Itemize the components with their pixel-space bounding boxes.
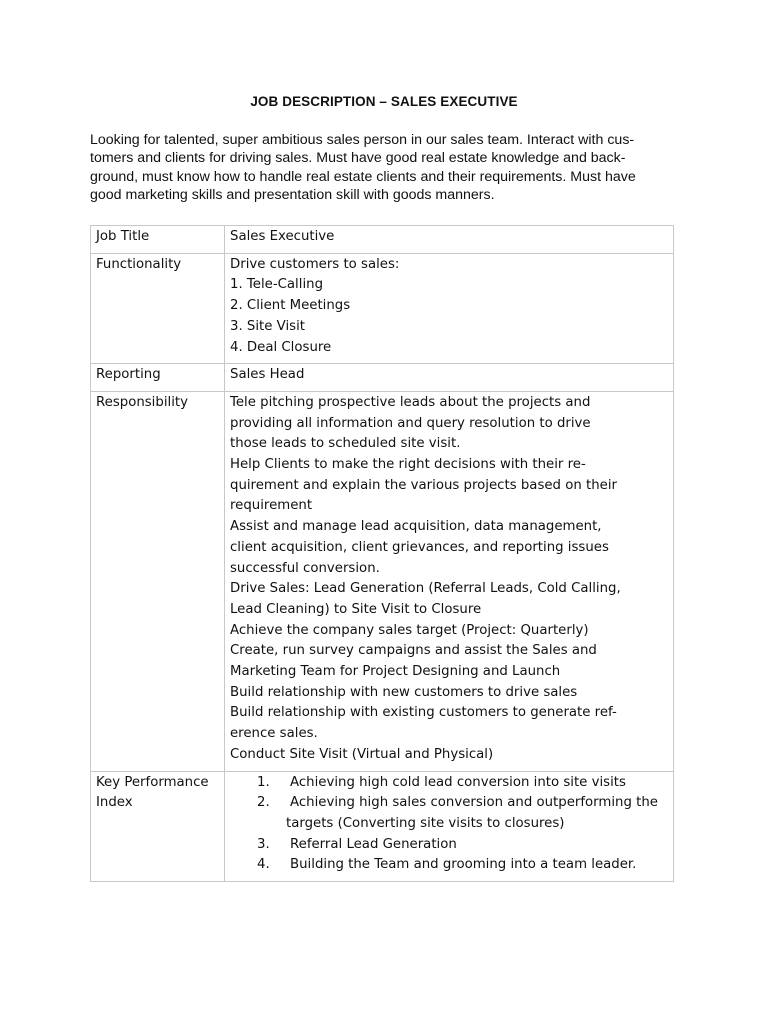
kpi-list-item <box>230 855 669 876</box>
intro-line: good marketing skills and presentation skill with goods manners. <box>90 186 495 203</box>
responsibility-value <box>225 391 674 771</box>
responsibility-line: Build relationship with new customers to drive sales <box>230 684 578 700</box>
responsibility-line: client acquisition, client grievances, and reporting issues <box>230 539 609 555</box>
kpi-number: 4. <box>257 857 270 873</box>
responsibility-line: Conduct Site Visit (Virtual and Physical) <box>230 746 494 762</box>
responsibility-line: quirement and explain the various projects based on their <box>230 477 617 493</box>
kpi-label-line: Key Performance <box>96 774 209 790</box>
kpi-value <box>225 771 674 882</box>
job-title-label: Job Title <box>91 226 225 254</box>
responsibility-line: requirement <box>230 498 313 514</box>
functionality-line: 2. Client Meetings <box>230 298 351 314</box>
kpi-list-item <box>230 793 669 814</box>
table-row-responsibility <box>91 391 674 771</box>
responsibility-line: providing all information and query resolution to drive <box>230 415 591 431</box>
intro-line: ground, must know how to handle real estate clients and their requirements. Must have <box>90 168 636 185</box>
document-title: JOB DESCRIPTION – SALES EXECUTIVE <box>250 94 518 109</box>
kpi-number: 2. <box>257 795 270 811</box>
kpi-text: Referral Lead Generation <box>290 836 457 852</box>
kpi-label-line: Index <box>96 795 133 811</box>
responsibility-line: Assist and manage lead acquisition, data management, <box>230 519 602 535</box>
responsibility-line: Build relationship with existing customers to generate ref- <box>230 705 617 721</box>
kpi-continuation: targets (Converting site visits to closures) <box>286 815 565 831</box>
intro-line: tomers and clients for driving sales. Must have good real estate knowledge and back- <box>90 150 626 167</box>
table-row-functionality <box>91 253 674 364</box>
kpi-list-item <box>230 773 669 794</box>
reporting-label: Reporting <box>91 364 225 392</box>
kpi-text: Achieving high sales conversion and outperforming the <box>290 795 658 811</box>
functionality-label: Functionality <box>91 253 225 364</box>
job-description-table <box>90 225 674 882</box>
kpi-label <box>91 771 225 882</box>
functionality-line: 1. Tele-Calling <box>230 277 324 293</box>
responsibility-line: Tele pitching prospective leads about the projects and <box>230 394 591 410</box>
functionality-line: Drive customers to sales: <box>230 256 400 272</box>
job-title-value: Sales Executive <box>225 226 674 254</box>
kpi-number: 3. <box>257 836 270 852</box>
kpi-list-item <box>230 835 669 856</box>
responsibility-line: Achieve the company sales target (Project: Quarterly) <box>230 622 589 638</box>
table-row-job-title <box>91 226 674 254</box>
responsibility-line: erence sales. <box>230 726 318 742</box>
responsibility-line: Create, run survey campaigns and assist the Sales and <box>230 643 597 659</box>
functionality-value <box>225 253 674 364</box>
intro-line: Looking for talented, super ambitious sales person in our sales team. Interact with cus- <box>90 132 635 148</box>
intro-paragraph <box>90 131 675 204</box>
kpi-text: Building the Team and grooming into a team leader. <box>290 857 637 873</box>
kpi-text: Achieving high cold lead conversion into site visits <box>290 774 626 790</box>
responsibility-line: successful conversion. <box>230 560 380 576</box>
responsibility-line: Marketing Team for Project Designing and Launch <box>230 664 561 680</box>
responsibility-line: Lead Cleaning) to Site Visit to Closure <box>230 601 482 617</box>
reporting-value: Sales Head <box>225 364 674 392</box>
responsibility-label: Responsibility <box>91 391 225 771</box>
responsibility-line: those leads to scheduled site visit. <box>230 436 461 452</box>
table-row-kpi <box>91 771 674 882</box>
responsibility-line: Help Clients to make the right decisions with their re- <box>230 457 586 473</box>
responsibility-line: Drive Sales: Lead Generation (Referral Leads, Cold Calling, <box>230 581 621 597</box>
functionality-line: 4. Deal Closure <box>230 339 332 355</box>
table-row-reporting <box>91 364 674 392</box>
functionality-line: 3. Site Visit <box>230 318 306 334</box>
kpi-number: 1. <box>257 774 270 790</box>
